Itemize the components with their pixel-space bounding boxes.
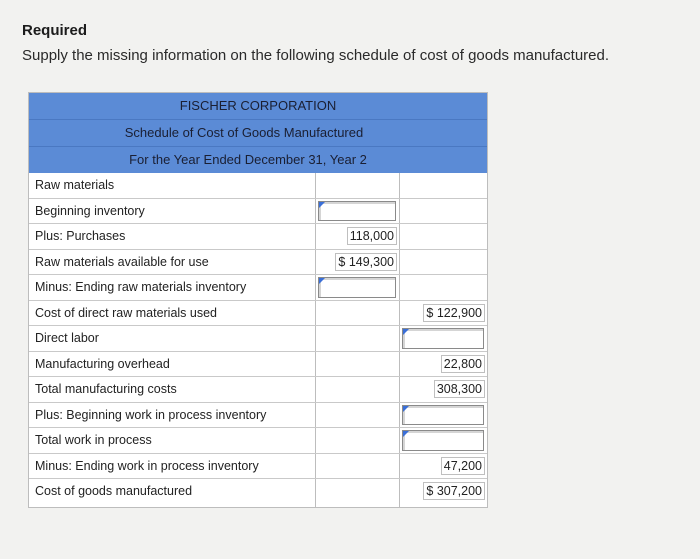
row-label: Manufacturing overhead: [35, 356, 170, 371]
materials-available-value: $ 149,300: [335, 253, 397, 271]
table-row: [29, 326, 487, 352]
table-row: [29, 352, 487, 378]
instruction-text: Supply the missing information on the following schedule of cost of goods manufactured.: [22, 47, 610, 64]
row-label: Direct labor: [35, 331, 99, 345]
ending-raw-materials-input[interactable]: [318, 277, 396, 298]
table-row: [29, 428, 487, 454]
row-label: Cost of goods manufactured: [35, 484, 193, 498]
row-label: Raw materials: [35, 178, 115, 192]
table-header: [29, 93, 487, 173]
purchases-value: 118,000: [347, 227, 397, 245]
table-row: [29, 173, 487, 199]
schedule-title: Schedule of Cost of Goods Manufactured: [124, 125, 364, 140]
total-wip-input[interactable]: [402, 430, 484, 451]
table-row: [29, 454, 487, 480]
beginning-inventory-input[interactable]: [318, 201, 396, 222]
required-heading: Required: [22, 22, 88, 39]
beginning-wip-input[interactable]: [402, 405, 484, 426]
direct-materials-used-value: $ 122,900: [423, 304, 485, 322]
row-label: Plus: Purchases: [35, 229, 126, 243]
row-label: Minus: Ending work in process inventory: [35, 458, 259, 473]
row-label: Plus: Beginning work in process inventory: [35, 407, 267, 422]
table-row: [29, 275, 487, 301]
row-label: Cost of direct raw materials used: [35, 305, 218, 320]
direct-labor-input[interactable]: [402, 328, 484, 349]
company-name: FISCHER CORPORATION: [179, 98, 337, 113]
total-manufacturing-costs-value: 308,300: [434, 380, 485, 398]
table-row: [29, 199, 487, 225]
ending-wip-value: 47,200: [441, 457, 485, 475]
row-label: Total work in process: [35, 433, 152, 447]
table-row: [29, 250, 487, 276]
table-row: [29, 377, 487, 403]
table-row: [29, 403, 487, 429]
row-label: Total manufacturing costs: [35, 382, 177, 396]
row-label: Beginning inventory: [35, 203, 145, 218]
table-row: [29, 224, 487, 250]
overhead-value: 22,800: [441, 355, 485, 373]
row-label: Minus: Ending raw materials inventory: [35, 280, 247, 294]
schedule-table: [28, 92, 488, 508]
schedule-period: For the Year Ended December 31, Year 2: [129, 152, 367, 167]
table-row: [29, 301, 487, 327]
cogm-value: $ 307,200: [423, 482, 485, 500]
table-row: [29, 479, 487, 505]
row-label: Raw materials available for use: [35, 254, 209, 269]
